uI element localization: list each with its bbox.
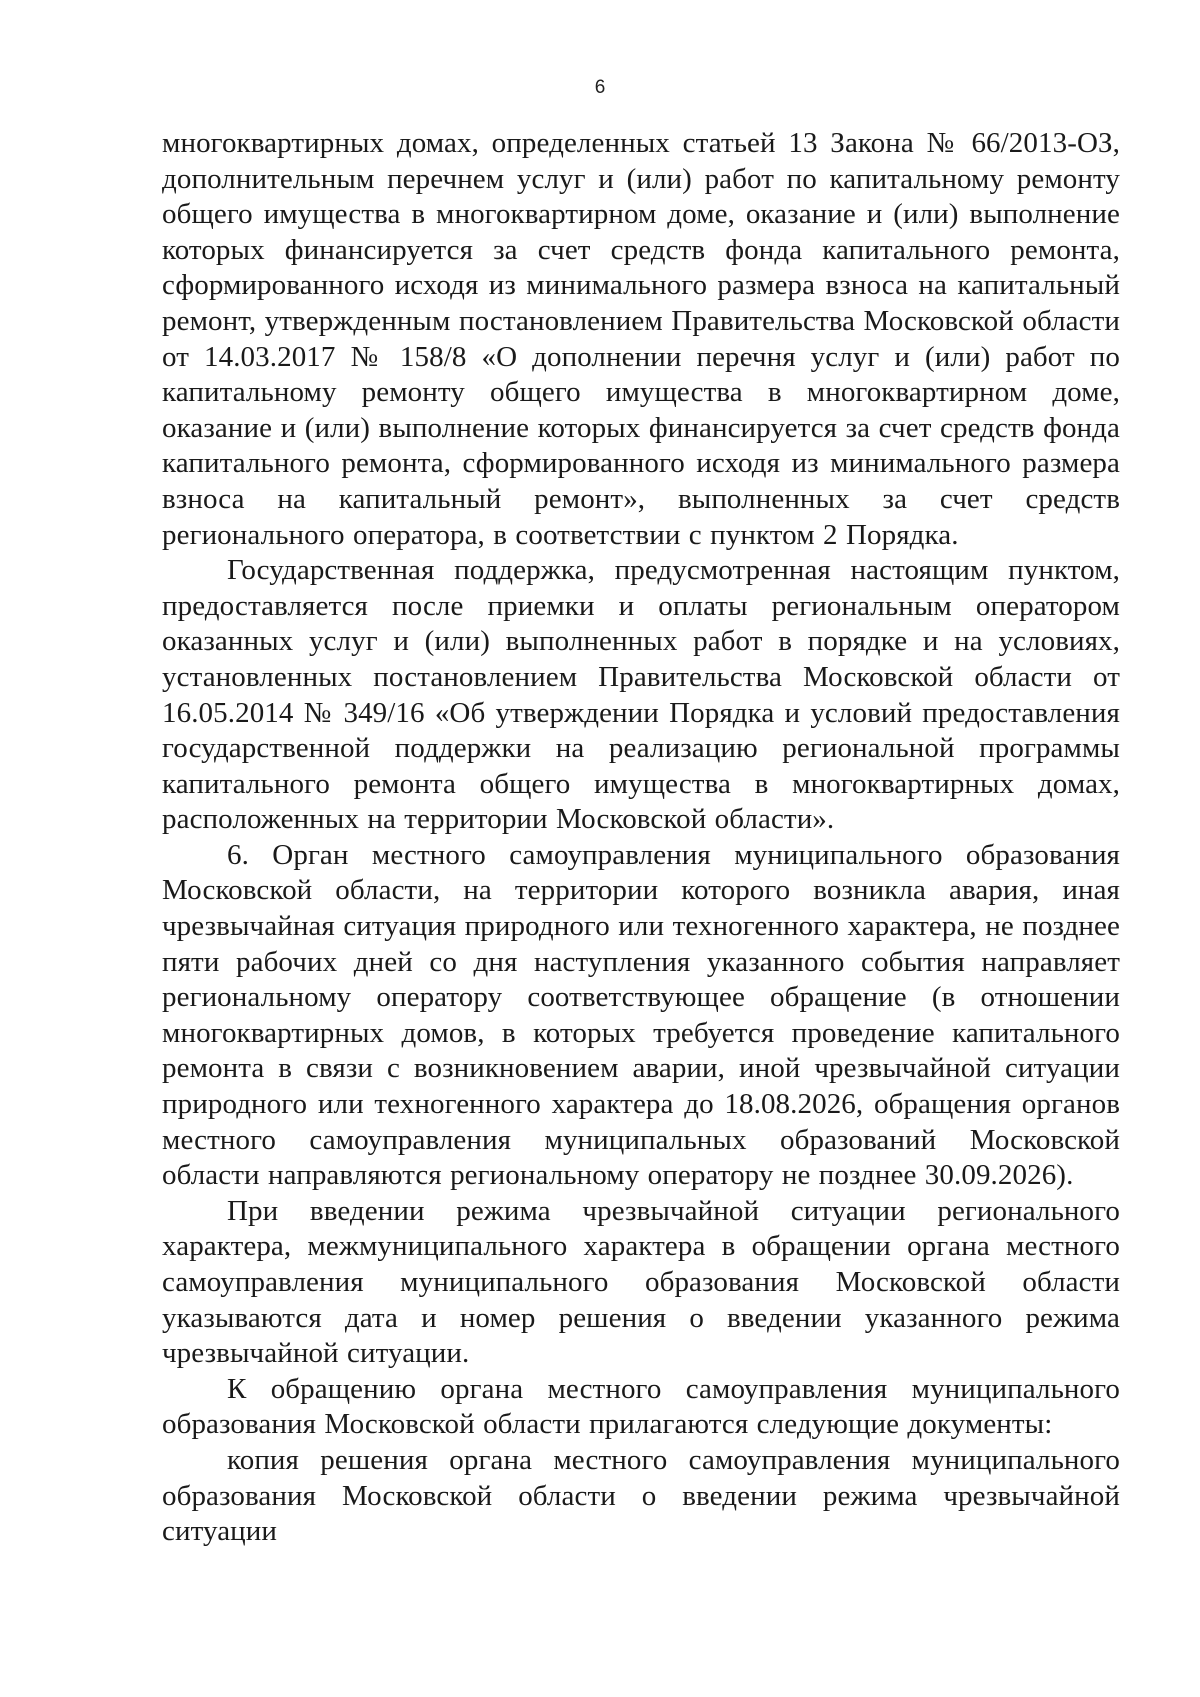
paragraph-attachments-intro: К обращению органа местного самоуправления муниципального образования Московской области прилагаются следующие документы:	[162, 1372, 1120, 1441]
document-body	[162, 126, 1120, 1550]
paragraph-attachment-decision-copy: копия решения органа местного самоуправления муниципального образования Московской области о введении режима чрезвычайной ситуации	[162, 1443, 1120, 1548]
page-number: 6	[594, 77, 606, 98]
paragraph-state-support: Государственная поддержка, предусмотренная настоящим пунктом, предоставляется после приемки и оплаты региональным оператором оказанных услуг и (или) выполненных работ в порядке и на условиях, установленных постановлением Правительства Московской области от 16.05.2014 № 349/16 «Об утверждении Порядка и условий предоставления государственной поддержки на реализацию региональной программы капитального ремонта общего имущества в многоквартирных домах, расположенных на территории Московской области».	[162, 554, 1120, 836]
paragraph-continuation: многоквартирных домах, определенных статьей 13 Закона № 66/2013-ОЗ, дополнительным перечнем услуг и (или) работ по капитальному ремонту общего имущества в многоквартирном доме, оказание и (или) выполнение которых финансируется за счет средств фонда капитального ремонта, сформированного исходя из минимального размера взноса на капитальный ремонт, утвержденным постановлением Правительства Московской области от 14.03.2017 № 158/8 «О дополнении перечня услуг и (или) работ по капитальному ремонту общего имущества в многоквартирном доме, оказание и (или) выполнение которых финансируется за счет средств фонда капитального ремонта, сформированного исходя из минимального размера взноса на капитальный ремонт», выполненных за счет средств регионального оператора, в соответствии с пунктом 2 Порядка.	[162, 127, 1120, 551]
paragraph-emergency-regime: При введении режима чрезвычайной ситуации регионального характера, межмуниципального характера в обращении органа местного самоуправления муниципального образования Московской области указываются дата и номер решения о введении указанного режима чрезвычайной ситуации.	[162, 1194, 1120, 1370]
paragraph-item-6: 6. Орган местного самоуправления муниципального образования Московской области, на территории которого возникла авария, иная чрезвычайная ситуация природного или техногенного характера, не позднее пяти рабочих дней со дня наступления указанного события направляет региональному оператору соответствующее обращение (в отношении многоквартирных домов, в которых требуется проведение капитального ремонта в связи с возникновением аварии, иной чрезвычайной ситуации природного или техногенного характера до 18.08.2026, обращения органов местного самоуправления муниципальных образований Московской области направляются региональному оператору не позднее 30.09.2026).	[162, 838, 1120, 1192]
